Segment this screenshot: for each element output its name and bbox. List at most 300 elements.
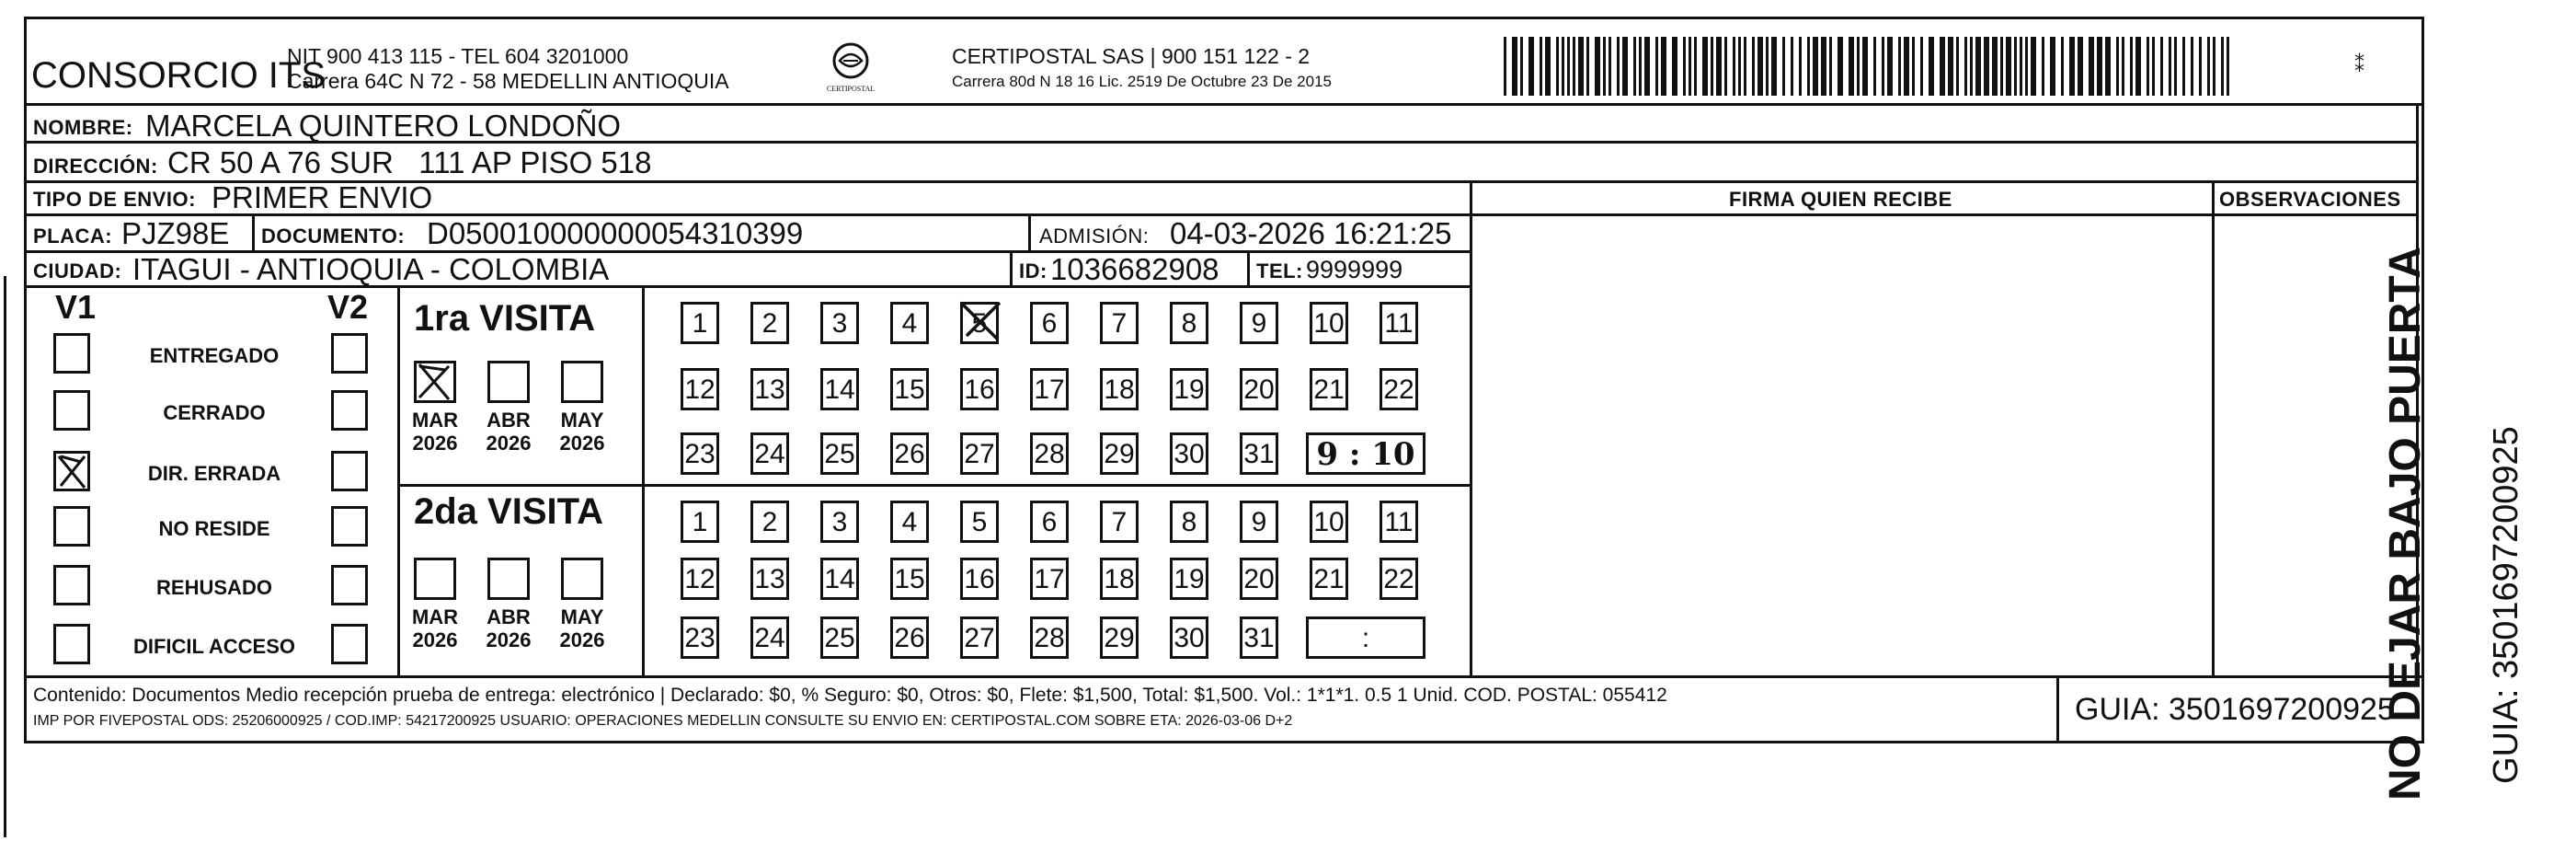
day-number: 7: [1111, 308, 1128, 339]
day-checkbox[interactable]: [750, 558, 789, 600]
barcode-bar: [1970, 37, 1973, 96]
barcode-bar: [1838, 37, 1843, 96]
barcode-bar: [1920, 37, 1923, 96]
barcode-bar: [1964, 37, 1967, 96]
day-number: 19: [1174, 564, 1205, 594]
month-year: 2026: [412, 628, 458, 652]
day-number: 3: [831, 308, 848, 339]
barcode-bar: [2014, 37, 2017, 96]
barcode-bar: [1644, 37, 1650, 96]
barcode-bar: [1504, 37, 1506, 96]
day-checkbox[interactable]: [1100, 368, 1139, 410]
barcode-bar: [1782, 37, 1785, 96]
day-checkbox[interactable]: [681, 616, 719, 659]
v1-checkbox[interactable]: [53, 506, 90, 547]
day-checkbox[interactable]: [750, 432, 789, 475]
barcode: [1504, 37, 2239, 96]
day-number: 16: [964, 564, 995, 594]
barcode-bar: [2160, 37, 2163, 96]
day-number: 17: [1034, 374, 1065, 405]
month-name: MAY: [560, 409, 604, 432]
day-checkbox[interactable]: [1240, 558, 1278, 600]
month-checkbox[interactable]: [561, 361, 603, 403]
barcode-bar: [1716, 37, 1722, 96]
barcode-bar: [1556, 37, 1559, 96]
month-checkbox[interactable]: [414, 558, 456, 600]
barcode-bar: [1904, 37, 1909, 96]
barcode-bar: [1661, 37, 1666, 96]
barcode-bar: [1617, 37, 1620, 96]
header-divider: [24, 103, 2424, 106]
day-number: 8: [1181, 308, 1197, 339]
direccion-value: CR 50 A 76 SUR 111 AP PISO 518: [167, 145, 652, 179]
barcode-bar: [1528, 37, 1534, 96]
time-value: 9 : 10: [1316, 436, 1415, 473]
barcode-bar: [1738, 37, 1741, 96]
day-checkbox[interactable]: [820, 302, 859, 344]
day-checkbox[interactable]: [960, 558, 999, 600]
day-number: 27: [964, 439, 995, 469]
day-checkbox[interactable]: [820, 501, 859, 543]
day-checkbox[interactable]: [820, 616, 859, 659]
ciudad-value: ITAGUI - ANTIOQUIA - COLOMBIA: [132, 252, 610, 286]
barcode-bar: [1562, 37, 1564, 96]
corner-mark: ⁑: [2354, 53, 2364, 76]
barcode-bar: [1609, 37, 1611, 96]
barcode-bar: [2169, 37, 2171, 96]
day-checkbox[interactable]: [1240, 302, 1278, 344]
v2-label: V2: [327, 288, 369, 326]
day-checkbox[interactable]: [681, 432, 719, 475]
v1-checkbox[interactable]: [53, 333, 90, 374]
v2-checkbox[interactable]: [331, 565, 368, 605]
barcode-bar: [1912, 37, 1915, 96]
divider-months-days: [642, 285, 645, 675]
month-year: 2026: [412, 432, 458, 455]
left-edge-mark: [4, 276, 6, 837]
day-checkbox[interactable]: [820, 558, 859, 600]
barcode-bar: [1813, 37, 1818, 96]
day-checkbox[interactable]: [1030, 302, 1069, 344]
barcode-bar: [2207, 37, 2210, 96]
barcode-bar: [2135, 37, 2141, 96]
barcode-bar: [1807, 37, 1810, 96]
tel-label: TEL:: [1256, 259, 1303, 282]
day-checkbox[interactable]: [1170, 558, 1208, 600]
barcode-bar: [1578, 37, 1584, 96]
barcode-bar: [1724, 37, 1727, 96]
admision-label: ADMISIÓN:: [1039, 225, 1150, 248]
barcode-bar: [2116, 37, 2119, 96]
barcode-bar: [2147, 37, 2149, 96]
day-checkbox[interactable]: [1380, 368, 1418, 410]
barcode-bar: [1595, 37, 1600, 96]
day-checkbox[interactable]: [1170, 302, 1208, 344]
day-checkbox[interactable]: [1170, 368, 1208, 410]
firma-label: FIRMA QUIEN RECIBE: [1729, 188, 1952, 211]
day-checkbox[interactable]: [1030, 558, 1069, 600]
month-label: [403, 409, 467, 455]
month-name: MAY: [560, 605, 604, 628]
day-number: 12: [684, 374, 716, 405]
month-name: ABR: [487, 605, 531, 628]
company-name: CONSORCIO ITS: [31, 55, 326, 96]
footer-guia: GUIA: 3501697200925: [2075, 692, 2395, 727]
day-number: 10: [1313, 507, 1345, 537]
barcode-bar: [1849, 37, 1854, 96]
day-checkbox[interactable]: [1240, 616, 1278, 659]
documento-label: DOCUMENTO:: [261, 225, 406, 248]
v1-checkbox[interactable]: [53, 451, 90, 491]
day-number: 31: [1243, 623, 1275, 653]
day-number: 28: [1034, 439, 1065, 469]
carrier-line2: Carrera 80d N 18 16 Lic. 2519 De Octubre 23 De 2015: [952, 73, 1332, 90]
barcode-bar: [1603, 37, 1606, 96]
barcode-bar: [1929, 37, 1934, 96]
day-number: 7: [1111, 507, 1128, 537]
day-number: 30: [1174, 623, 1205, 653]
barcode-bar: [2042, 37, 2044, 96]
day-number: 22: [1383, 374, 1414, 405]
status-option-label: REHUSADO: [156, 576, 272, 599]
day-number: 5: [971, 308, 988, 339]
day-checkbox[interactable]: [1310, 368, 1348, 410]
day-checkbox[interactable]: [1310, 558, 1348, 600]
nombre-value: MARCELA QUINTERO LONDOÑO: [145, 109, 622, 143]
barcode-bar: [1992, 37, 1998, 96]
barcode-bar: [1984, 37, 1989, 96]
day-checkbox[interactable]: [750, 501, 789, 543]
barcode-bar: [2174, 37, 2177, 96]
day-checkbox[interactable]: [820, 432, 859, 475]
month-label: [476, 605, 541, 652]
day-checkbox[interactable]: [890, 616, 929, 659]
barcode-bar: [1622, 37, 1628, 96]
status-option-label: CERRADO: [163, 401, 266, 424]
day-checkbox[interactable]: [1100, 558, 1139, 600]
tipo-envio-value: PRIMER ENVIO: [212, 180, 433, 214]
month-checkbox[interactable]: [414, 361, 456, 403]
day-number: 30: [1174, 439, 1205, 469]
id-label: ID:: [1019, 259, 1048, 282]
month-name: MAR: [411, 605, 459, 628]
v1-checkbox[interactable]: [53, 565, 90, 605]
divider-ciudad-id: [1010, 250, 1013, 287]
day-number: 2: [761, 507, 778, 537]
barcode-bar: [1898, 37, 1901, 96]
v2-checkbox[interactable]: [331, 451, 368, 491]
ciudad-label: CIUDAD:: [33, 259, 122, 282]
month-checkbox[interactable]: [561, 558, 603, 600]
v1-checkbox[interactable]: [53, 390, 90, 431]
documento-value: D050010000000054310399: [427, 216, 804, 250]
barcode-bar: [1683, 37, 1686, 96]
month-label: [403, 605, 467, 652]
barcode-bar: [2191, 37, 2193, 96]
footer-print-line: IMP POR FIVEPOSTAL ODS: 25206000925 / COD.IMP: 54217200925 USUARIO: OPERACIONES MEDELLIN CONSULTE SU ENVIO EN: CERTIPOSTAL.COM SOBRE ETA: 2026-03-06 D+2: [33, 713, 1293, 729]
barcode-bar: [2227, 37, 2229, 96]
day-number: 26: [894, 439, 925, 469]
id-value: 1036682908: [1050, 252, 1219, 286]
barcode-bar: [2000, 37, 2003, 96]
day-number: 3: [831, 507, 848, 537]
day-number: 26: [894, 623, 925, 653]
month-label: [476, 409, 541, 455]
day-checkbox[interactable]: [681, 558, 719, 600]
day-number: 11: [1384, 507, 1414, 537]
barcode-bar: [1862, 37, 1868, 96]
barcode-bar: [2031, 37, 2036, 96]
day-checkbox[interactable]: [1380, 302, 1418, 344]
day-number: 9: [1251, 507, 1267, 537]
day-number: 18: [1104, 564, 1135, 594]
logo-caption: CERTIPOSTAL: [826, 85, 876, 93]
time-value: :: [1361, 623, 1370, 653]
company-info-line1: NIT 900 413 115 - TEL 604 3201000: [287, 44, 629, 68]
barcode-bar: [2078, 37, 2083, 96]
divider-visits: [397, 484, 1470, 487]
tel-value: 9999999: [1306, 256, 1403, 283]
day-checkbox[interactable]: [1100, 302, 1139, 344]
barcode-bar: [2152, 37, 2155, 96]
barcode-bar: [2089, 37, 2094, 96]
day-number: 11: [1384, 308, 1414, 339]
barcode-bar: [1829, 37, 1832, 96]
barcode-bar: [1744, 37, 1746, 96]
day-number: 1: [692, 308, 708, 339]
status-option-label: DIR. ERRADA: [147, 462, 281, 485]
barcode-bar: [1857, 37, 1860, 96]
day-number: 1: [692, 507, 708, 537]
day-checkbox[interactable]: [890, 368, 929, 410]
barcode-bar: [2122, 37, 2124, 96]
barcode-bar: [1821, 37, 1826, 96]
barcode-bar: [2097, 37, 2102, 96]
day-checkbox[interactable]: [1310, 302, 1348, 344]
day-checkbox[interactable]: [1380, 501, 1418, 543]
barcode-bar: [1882, 37, 1884, 96]
divider-doc-admision: [1028, 213, 1031, 250]
day-number: 29: [1104, 623, 1135, 653]
day-number: 22: [1383, 564, 1414, 594]
day-checkbox[interactable]: [1100, 501, 1139, 543]
barcode-bar: [1694, 37, 1697, 96]
day-checkbox[interactable]: [1030, 501, 1069, 543]
placa-value: PJZ98E: [121, 216, 230, 250]
placa-label: PLACA:: [33, 225, 113, 248]
status-option-label: DIFICIL ACCESO: [132, 635, 295, 658]
barcode-bar: [1799, 37, 1802, 96]
day-number: 24: [754, 439, 785, 469]
day-number: 23: [684, 439, 716, 469]
day-checkbox[interactable]: [1100, 616, 1139, 659]
month-checkbox[interactable]: [487, 361, 530, 403]
divider-firma: [1470, 180, 1472, 675]
day-checkbox[interactable]: [750, 368, 789, 410]
barcode-bar: [1733, 37, 1735, 96]
month-name: ABR: [487, 409, 531, 432]
month-year: 2026: [559, 628, 605, 652]
month-year: 2026: [559, 432, 605, 455]
v2-checkbox[interactable]: [331, 390, 368, 431]
day-number: 21: [1313, 564, 1345, 594]
barcode-bar: [1771, 37, 1777, 96]
status-option-label: ENTREGADO: [149, 344, 280, 367]
day-number: 18: [1104, 374, 1135, 405]
barcode-bar: [2025, 37, 2028, 96]
day-number: 24: [754, 623, 785, 653]
second-visit-title: 2da VISITA: [414, 491, 603, 532]
day-number: 21: [1313, 374, 1345, 405]
barcode-bar: [1639, 37, 1642, 96]
month-label: [550, 409, 614, 455]
day-number: 20: [1243, 374, 1275, 405]
barcode-bar: [1752, 37, 1755, 96]
day-number: 19: [1174, 374, 1205, 405]
barcode-bar: [1873, 37, 1876, 96]
barcode-bar: [1567, 37, 1570, 96]
barcode-bar: [1633, 37, 1636, 96]
day-checkbox[interactable]: [681, 368, 719, 410]
day-number: 29: [1104, 439, 1135, 469]
barcode-bar: [1586, 37, 1589, 96]
divider-footer-guia: [2056, 675, 2059, 743]
time-field[interactable]: [1306, 616, 1425, 659]
day-checkbox[interactable]: [1170, 501, 1208, 543]
day-checkbox[interactable]: [890, 432, 929, 475]
barcode-bar: [1702, 37, 1708, 96]
barcode-bar: [2130, 37, 2133, 96]
day-checkbox[interactable]: [1170, 616, 1208, 659]
day-checkbox[interactable]: [750, 616, 789, 659]
barcode-bar: [2069, 37, 2075, 96]
day-checkbox[interactable]: [681, 501, 719, 543]
barcode-bar: [2020, 37, 2022, 96]
day-number: 13: [754, 564, 785, 594]
barcode-bar: [1887, 37, 1893, 96]
day-checkbox[interactable]: [890, 302, 929, 344]
day-number: 17: [1034, 564, 1065, 594]
barcode-bar: [2221, 37, 2224, 96]
day-checkbox[interactable]: [1310, 501, 1348, 543]
day-checkbox[interactable]: [1030, 616, 1069, 659]
day-checkbox[interactable]: [960, 302, 999, 344]
checkmark-x-icon: [414, 361, 456, 403]
checkmark-x-icon: [53, 451, 90, 491]
barcode-bar: [1791, 37, 1793, 96]
no-dejar-bajo-puerta: NO DEJAR BAJO PUERTA: [2381, 247, 2430, 801]
day-checkbox[interactable]: [890, 558, 929, 600]
day-number: 5: [971, 507, 988, 537]
v2-checkbox[interactable]: [331, 624, 368, 664]
tipo-envio-label: TIPO DE ENVIO:: [33, 188, 196, 211]
barcode-bar: [1975, 37, 1981, 96]
barcode-bar: [1672, 37, 1677, 96]
day-checkbox[interactable]: [1240, 368, 1278, 410]
first-visit-title: 1ra VISITA: [414, 298, 596, 339]
day-number: 2: [761, 308, 778, 339]
day-number: 14: [824, 564, 855, 594]
day-number: 28: [1034, 623, 1065, 653]
barcode-bar: [2006, 37, 2011, 96]
day-checkbox[interactable]: [1030, 432, 1069, 475]
day-checkbox[interactable]: [1030, 368, 1069, 410]
barcode-bar: [1689, 37, 1691, 96]
day-checkbox[interactable]: [890, 501, 929, 543]
barcode-bar: [2213, 37, 2215, 96]
barcode-bar: [2061, 37, 2064, 96]
day-number: 13: [754, 374, 785, 405]
day-checkbox[interactable]: [960, 368, 999, 410]
day-number: 16: [964, 374, 995, 405]
day-checkbox[interactable]: [1170, 432, 1208, 475]
day-number: 4: [901, 507, 918, 537]
day-checkbox[interactable]: [960, 616, 999, 659]
row-line-footer: [24, 675, 2424, 678]
barcode-bar: [1545, 37, 1551, 96]
day-checkbox[interactable]: [1100, 432, 1139, 475]
day-number: 6: [1041, 507, 1058, 537]
footer-content-line: Contenido: Documentos Medio recepción prueba de entrega: electrónico | Declarado: $0, % Seguro: $0, Otros: $0, Flete: $1,500, Total: $1,500. Vol.: 1*1*1. 0.5 1 Unid. COD. POSTAL: 055412: [33, 685, 1667, 706]
divider-id-tel: [1247, 250, 1250, 287]
day-number: 23: [684, 623, 716, 653]
checkmark-x-icon: [957, 297, 1005, 345]
month-name: MAR: [411, 409, 459, 432]
day-number: 14: [824, 374, 855, 405]
barcode-bar: [1711, 37, 1713, 96]
day-checkbox[interactable]: [960, 501, 999, 543]
divider-status-visits: [397, 285, 400, 675]
day-checkbox[interactable]: [1380, 558, 1418, 600]
day-checkbox[interactable]: [1240, 432, 1278, 475]
day-number: 4: [901, 308, 918, 339]
day-number: 10: [1313, 308, 1345, 339]
day-checkbox[interactable]: [1240, 501, 1278, 543]
time-field[interactable]: [1306, 432, 1425, 475]
day-checkbox[interactable]: [750, 302, 789, 344]
day-checkbox[interactable]: [960, 432, 999, 475]
observaciones-label: OBSERVACIONES: [2219, 188, 2401, 211]
day-number: 15: [894, 564, 925, 594]
barcode-bar: [1540, 37, 1542, 96]
barcode-bar: [2105, 37, 2111, 96]
day-number: 12: [684, 564, 716, 594]
company-info-line2: Carrera 64C N 72 - 58 MEDELLIN ANTIOQUIA: [287, 69, 729, 93]
day-number: 8: [1181, 507, 1197, 537]
day-checkbox[interactable]: [820, 368, 859, 410]
month-checkbox[interactable]: [487, 558, 530, 600]
v1-checkbox[interactable]: [53, 624, 90, 664]
v2-checkbox[interactable]: [331, 506, 368, 547]
status-option-label: NO RESIDE: [158, 517, 270, 540]
barcode-bar: [2050, 37, 2055, 96]
v2-checkbox[interactable]: [331, 333, 368, 374]
divider-observaciones: [2212, 180, 2215, 675]
barcode-bar: [1956, 37, 1959, 96]
direccion-label: DIRECCIÓN:: [33, 155, 158, 178]
day-number: 15: [894, 374, 925, 405]
day-number: 6: [1041, 308, 1058, 339]
certipostal-logo: [823, 40, 878, 98]
day-number: 20: [1243, 564, 1275, 594]
day-number: 9: [1251, 308, 1267, 339]
barcode-bar: [2182, 37, 2185, 96]
v1-label: V1: [55, 288, 97, 326]
admision-value: 04-03-2026 16:21:25: [1170, 216, 1452, 250]
carrier-line1: CERTIPOSTAL SAS | 900 151 122 - 2: [952, 44, 1311, 68]
day-checkbox[interactable]: [681, 302, 719, 344]
month-label: [550, 605, 614, 652]
